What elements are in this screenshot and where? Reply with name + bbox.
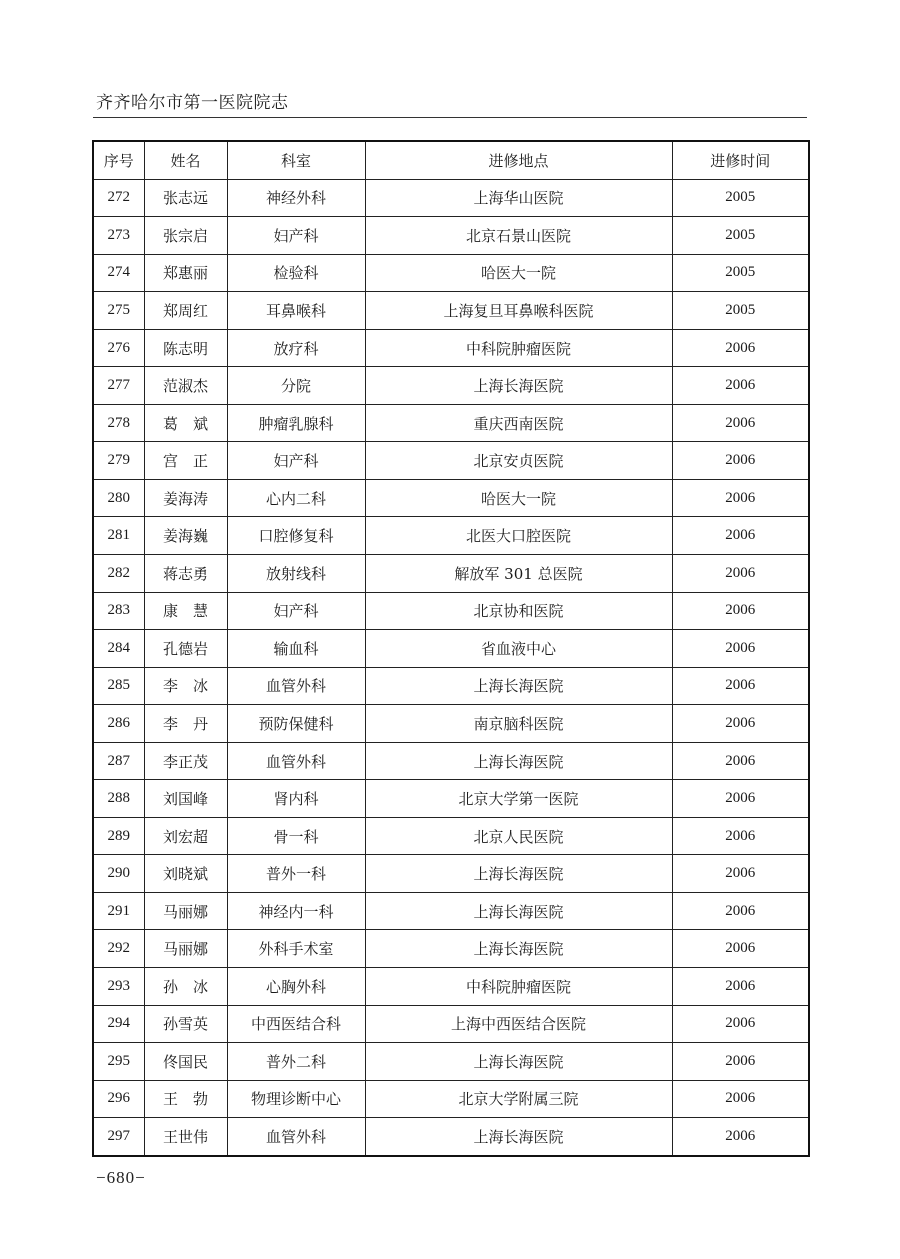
department-cell: 中西医结合科 xyxy=(227,1005,365,1043)
training-place-cell: 中科院肿瘤医院 xyxy=(365,968,672,1006)
table-row xyxy=(93,555,809,593)
training-place-cell: 哈医大一院 xyxy=(365,254,672,292)
table-row xyxy=(93,968,809,1006)
table-row xyxy=(93,817,809,855)
training-place-cell: 省血液中心 xyxy=(365,630,672,668)
table-row xyxy=(93,892,809,930)
department-cell: 妇产科 xyxy=(227,592,365,630)
training-place-cell: 中科院肿瘤医院 xyxy=(365,329,672,367)
page-number: −680− xyxy=(96,1168,146,1187)
department-cell: 肿瘤乳腺科 xyxy=(227,404,365,442)
department-cell: 耳鼻喉科 xyxy=(227,292,365,330)
training-year-cell: 2006 xyxy=(672,780,809,818)
training-year-cell: 2005 xyxy=(672,217,809,255)
training-year-cell: 2006 xyxy=(672,630,809,668)
training-year-cell: 2006 xyxy=(672,1043,809,1081)
row-number-cell: 273 xyxy=(93,217,144,255)
table-row xyxy=(93,780,809,818)
training-year-cell: 2006 xyxy=(672,817,809,855)
training-year-cell: 2006 xyxy=(672,517,809,555)
training-place-cell: 北医大口腔医院 xyxy=(365,517,672,555)
table-row xyxy=(93,1043,809,1081)
row-number-cell: 287 xyxy=(93,742,144,780)
table-row xyxy=(93,292,809,330)
table-row xyxy=(93,705,809,743)
row-number-cell: 281 xyxy=(93,517,144,555)
row-number-cell: 272 xyxy=(93,179,144,217)
training-year-cell: 2006 xyxy=(672,930,809,968)
department-cell: 预防保健科 xyxy=(227,705,365,743)
name-cell: 葛 斌 xyxy=(144,404,227,442)
name-cell: 孙雪英 xyxy=(144,1005,227,1043)
table-row xyxy=(93,367,809,405)
department-cell: 分院 xyxy=(227,367,365,405)
row-number-cell: 282 xyxy=(93,555,144,593)
department-cell: 血管外科 xyxy=(227,742,365,780)
department-cell: 心胸外科 xyxy=(227,968,365,1006)
row-number-cell: 278 xyxy=(93,404,144,442)
row-number-cell: 292 xyxy=(93,930,144,968)
row-number-cell: 296 xyxy=(93,1080,144,1118)
table-row xyxy=(93,1118,809,1156)
training-place-cell: 北京大学附属三院 xyxy=(365,1080,672,1118)
name-cell: 刘宏超 xyxy=(144,817,227,855)
table-row xyxy=(93,254,809,292)
training-place-cell: 北京安贞医院 xyxy=(365,442,672,480)
row-number-cell: 286 xyxy=(93,705,144,743)
training-place-cell: 上海中西医结合医院 xyxy=(365,1005,672,1043)
name-cell: 孙 冰 xyxy=(144,968,227,1006)
training-year-cell: 2006 xyxy=(672,555,809,593)
department-cell: 外科手术室 xyxy=(227,930,365,968)
training-year-cell: 2006 xyxy=(672,892,809,930)
training-year-cell: 2006 xyxy=(672,592,809,630)
row-number-cell: 276 xyxy=(93,329,144,367)
table-row xyxy=(93,329,809,367)
table-row xyxy=(93,179,809,217)
training-place-cell: 南京脑科医院 xyxy=(365,705,672,743)
training-year-cell: 2006 xyxy=(672,705,809,743)
name-cell: 郑周红 xyxy=(144,292,227,330)
training-year-cell: 2006 xyxy=(672,404,809,442)
row-number-cell: 274 xyxy=(93,254,144,292)
training-place-cell: 上海长海医院 xyxy=(365,1118,672,1156)
department-cell: 放疗科 xyxy=(227,329,365,367)
training-year-cell: 2006 xyxy=(672,367,809,405)
table-row xyxy=(93,630,809,668)
column-header-training-year: 进修时间 xyxy=(672,141,809,179)
table-row xyxy=(93,479,809,517)
training-year-cell: 2006 xyxy=(672,329,809,367)
row-number-cell: 284 xyxy=(93,630,144,668)
table-body xyxy=(93,179,809,1156)
name-cell: 李正茂 xyxy=(144,742,227,780)
training-place-cell: 上海华山医院 xyxy=(365,179,672,217)
department-cell: 神经外科 xyxy=(227,179,365,217)
training-year-cell: 2006 xyxy=(672,667,809,705)
training-year-cell: 2006 xyxy=(672,1118,809,1156)
training-place-cell: 上海长海医院 xyxy=(365,855,672,893)
name-cell: 刘晓斌 xyxy=(144,855,227,893)
training-place-cell: 上海复旦耳鼻喉科医院 xyxy=(365,292,672,330)
training-place-cell: 上海长海医院 xyxy=(365,892,672,930)
name-cell: 郑惠丽 xyxy=(144,254,227,292)
name-cell: 康 慧 xyxy=(144,592,227,630)
department-cell: 肾内科 xyxy=(227,780,365,818)
department-cell: 妇产科 xyxy=(227,442,365,480)
training-year-cell: 2006 xyxy=(672,742,809,780)
department-cell: 骨一科 xyxy=(227,817,365,855)
table-row xyxy=(93,517,809,555)
name-cell: 范淑杰 xyxy=(144,367,227,405)
department-cell: 血管外科 xyxy=(227,1118,365,1156)
training-year-cell: 2006 xyxy=(672,1080,809,1118)
training-year-cell: 2005 xyxy=(672,292,809,330)
table-header-row xyxy=(93,141,809,179)
training-place-cell: 哈医大一院 xyxy=(365,479,672,517)
department-cell: 检验科 xyxy=(227,254,365,292)
name-cell: 姜海涛 xyxy=(144,479,227,517)
table-row xyxy=(93,1080,809,1118)
training-place-cell: 北京人民医院 xyxy=(365,817,672,855)
training-year-cell: 2006 xyxy=(672,855,809,893)
row-number-cell: 277 xyxy=(93,367,144,405)
name-cell: 王世伟 xyxy=(144,1118,227,1156)
training-place-cell: 上海长海医院 xyxy=(365,1043,672,1081)
training-year-cell: 2005 xyxy=(672,254,809,292)
table-row xyxy=(93,217,809,255)
column-header-number: 序号 xyxy=(93,141,144,179)
training-year-cell: 2006 xyxy=(672,442,809,480)
department-cell: 普外一科 xyxy=(227,855,365,893)
name-cell: 姜海巍 xyxy=(144,517,227,555)
table-row xyxy=(93,1005,809,1043)
table-row xyxy=(93,930,809,968)
department-cell: 口腔修复科 xyxy=(227,517,365,555)
row-number-cell: 291 xyxy=(93,892,144,930)
training-roster-table xyxy=(92,140,810,1157)
training-place-cell: 上海长海医院 xyxy=(365,667,672,705)
table-row xyxy=(93,404,809,442)
training-place-cell: 解放军 301 总医院 xyxy=(365,555,672,593)
training-year-cell: 2006 xyxy=(672,968,809,1006)
name-cell: 李 冰 xyxy=(144,667,227,705)
column-header-department: 科室 xyxy=(227,141,365,179)
row-number-cell: 290 xyxy=(93,855,144,893)
table-row xyxy=(93,855,809,893)
training-place-cell: 北京石景山医院 xyxy=(365,217,672,255)
row-number-cell: 289 xyxy=(93,817,144,855)
row-number-cell: 293 xyxy=(93,968,144,1006)
row-number-cell: 294 xyxy=(93,1005,144,1043)
row-number-cell: 288 xyxy=(93,780,144,818)
training-year-cell: 2005 xyxy=(672,179,809,217)
row-number-cell: 285 xyxy=(93,667,144,705)
training-place-cell: 重庆西南医院 xyxy=(365,404,672,442)
row-number-cell: 279 xyxy=(93,442,144,480)
department-cell: 输血科 xyxy=(227,630,365,668)
name-cell: 张志远 xyxy=(144,179,227,217)
name-cell: 蒋志勇 xyxy=(144,555,227,593)
training-place-cell: 北京大学第一医院 xyxy=(365,780,672,818)
table-row xyxy=(93,742,809,780)
department-cell: 心内二科 xyxy=(227,479,365,517)
row-number-cell: 275 xyxy=(93,292,144,330)
training-year-cell: 2006 xyxy=(672,1005,809,1043)
row-number-cell: 280 xyxy=(93,479,144,517)
training-place-cell: 北京协和医院 xyxy=(365,592,672,630)
column-header-name: 姓名 xyxy=(144,141,227,179)
name-cell: 孔德岩 xyxy=(144,630,227,668)
training-year-cell: 2006 xyxy=(672,479,809,517)
name-cell: 佟国民 xyxy=(144,1043,227,1081)
department-cell: 物理诊断中心 xyxy=(227,1080,365,1118)
name-cell: 马丽娜 xyxy=(144,892,227,930)
name-cell: 张宗启 xyxy=(144,217,227,255)
row-number-cell: 295 xyxy=(93,1043,144,1081)
department-cell: 神经内一科 xyxy=(227,892,365,930)
name-cell: 刘国峰 xyxy=(144,780,227,818)
table-row xyxy=(93,667,809,705)
table-row xyxy=(93,592,809,630)
name-cell: 马丽娜 xyxy=(144,930,227,968)
name-cell: 李 丹 xyxy=(144,705,227,743)
running-header-title: 齐齐哈尔市第一医院院志 xyxy=(96,93,289,113)
header-divider xyxy=(93,117,807,118)
training-place-cell: 上海长海医院 xyxy=(365,367,672,405)
column-header-training-place: 进修地点 xyxy=(365,141,672,179)
training-place-cell: 上海长海医院 xyxy=(365,930,672,968)
training-place-cell: 上海长海医院 xyxy=(365,742,672,780)
name-cell: 陈志明 xyxy=(144,329,227,367)
row-number-cell: 297 xyxy=(93,1118,144,1156)
table-row xyxy=(93,442,809,480)
department-cell: 血管外科 xyxy=(227,667,365,705)
row-number-cell: 283 xyxy=(93,592,144,630)
name-cell: 王 勃 xyxy=(144,1080,227,1118)
department-cell: 妇产科 xyxy=(227,217,365,255)
department-cell: 放射线科 xyxy=(227,555,365,593)
department-cell: 普外二科 xyxy=(227,1043,365,1081)
name-cell: 宫 正 xyxy=(144,442,227,480)
